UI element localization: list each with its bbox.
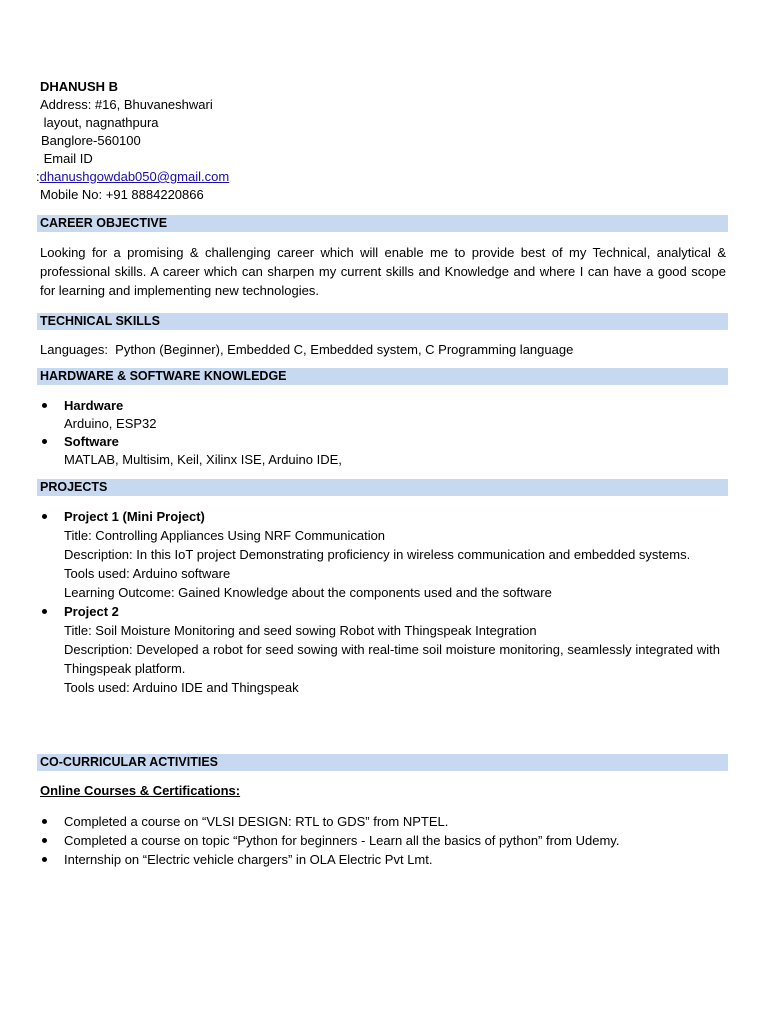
- list-item: Internship on “Electric vehicle chargers” in OLA Electric Pvt Lmt.: [40, 850, 720, 869]
- email-link[interactable]: dhanushgowdab050@gmail.com: [39, 169, 230, 184]
- address-line-2: layout, nagnathpura: [40, 115, 159, 130]
- section-technical-skills: TECHNICAL SKILLS: [37, 313, 728, 330]
- email-label: Email ID: [40, 151, 93, 166]
- project-2-title: Title: Soil Moisture Monitoring and seed sowing Robot with Thingspeak Integration: [64, 623, 537, 638]
- career-objective-text: Looking for a promising & challenging career which will enable me to provide best of my Technical, analytical & professional skills. A career which can sharpen my current skills and Knowledge and where I can have a good scope for learning and implementing new technologies.: [40, 245, 726, 298]
- section-hw-sw-knowledge: HARDWARE & SOFTWARE KNOWLEDGE: [37, 368, 728, 385]
- technical-skills-text: Languages: Python (Beginner), Embedded C, Embedded system, C Programming language: [40, 342, 574, 357]
- hw-sw-list: [40, 396, 720, 468]
- candidate-name: DHANUSH B: [40, 79, 118, 94]
- mobile-number: Mobile No: +91 8884220866: [40, 187, 204, 202]
- software-label: Software: [64, 434, 119, 449]
- project-2-label: Project 2: [64, 604, 119, 619]
- hardware-value: Arduino, ESP32: [64, 416, 157, 431]
- project-2-description: Description: Developed a robot for seed sowing with real-time soil moisture monitoring, seamlessly integrated with Thingspeak platform.: [64, 642, 720, 676]
- project-1-tools: Tools used: Arduino software: [64, 566, 231, 581]
- list-item: [40, 432, 720, 468]
- project-1-label: Project 1 (Mini Project): [64, 509, 205, 524]
- project-1-description: Description: In this IoT project Demonstrating proficiency in wireless communication and embedded systems.: [64, 547, 691, 562]
- courses-list: [40, 812, 720, 869]
- project-2-tools: Tools used: Arduino IDE and Thingspeak: [64, 680, 299, 695]
- online-courses-heading: Online Courses & Certifications:: [40, 783, 241, 798]
- list-item: Completed a course on topic “Python for beginners - Learn all the basics of python” from Udemy.: [40, 831, 720, 850]
- section-projects: PROJECTS: [37, 479, 728, 496]
- list-item: [40, 602, 720, 697]
- list-item: [40, 396, 720, 432]
- list-item: [40, 507, 720, 602]
- hardware-label: Hardware: [64, 398, 124, 413]
- section-career-objective: CAREER OBJECTIVE: [37, 215, 728, 232]
- project-1-outcome: Learning Outcome: Gained Knowledge about the components used and the software: [64, 585, 552, 600]
- email-line: [36, 168, 229, 186]
- software-value: MATLAB, Multisim, Keil, Xilinx ISE, Arduino IDE,: [64, 452, 342, 467]
- address-line-3: Banglore-560100: [41, 133, 141, 148]
- projects-list: [40, 507, 720, 697]
- section-co-curricular: CO-CURRICULAR ACTIVITIES: [37, 754, 728, 771]
- project-1-title: Title: Controlling Appliances Using NRF Communication: [64, 528, 386, 543]
- address-line-1: Address: #16, Bhuvaneshwari: [40, 97, 213, 112]
- email-prefix: :: [36, 169, 40, 184]
- list-item: Completed a course on “VLSI DESIGN: RTL to GDS” from NPTEL.: [40, 812, 720, 831]
